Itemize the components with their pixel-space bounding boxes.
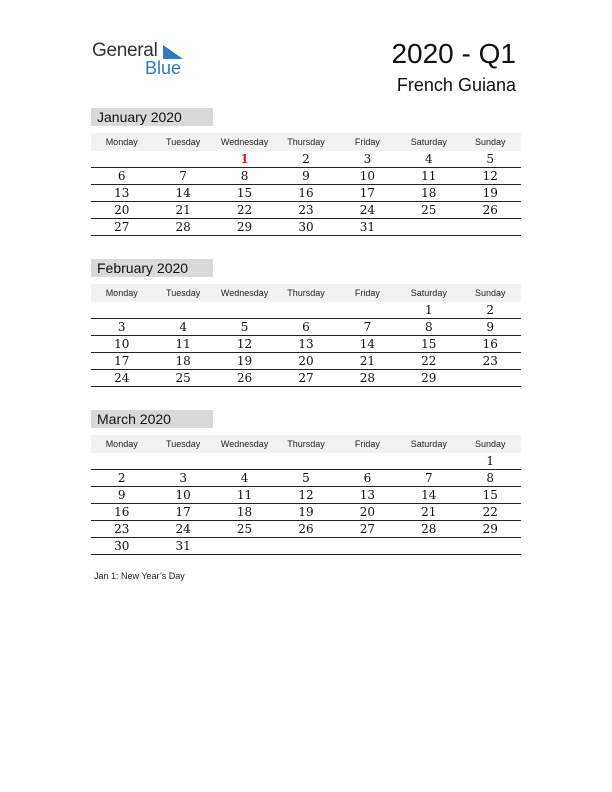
- day-cell: [91, 453, 152, 469]
- day-cell: 4: [425, 152, 433, 166]
- day-cell: 19: [236, 354, 253, 368]
- day-cell: [460, 538, 521, 554]
- day-cell: 5: [302, 471, 310, 485]
- week-row: [91, 538, 521, 555]
- day-cell: [91, 151, 152, 167]
- weekday-label: Friday: [354, 439, 380, 449]
- logo-flag-icon: [163, 45, 183, 59]
- day-cell: 30: [298, 220, 314, 234]
- country-name: French Guiana: [396, 75, 516, 95]
- logo-text-general: General: [92, 40, 158, 61]
- weekday-header: [91, 284, 521, 302]
- day-cell: 21: [175, 203, 191, 217]
- weekday-label: Thursday: [287, 439, 325, 449]
- day-cell: 6: [302, 320, 310, 334]
- day-cell: 16: [114, 505, 130, 519]
- day-cell: 25: [421, 203, 437, 217]
- day-cell: 19: [482, 186, 498, 200]
- weekday-label: Sunday: [474, 439, 506, 449]
- month-weeks: [91, 302, 521, 387]
- week-row: [91, 521, 521, 538]
- day-cell: 28: [175, 220, 191, 234]
- week-row: [91, 302, 521, 319]
- day-cell: 10: [359, 169, 376, 183]
- month-weeks: [91, 453, 521, 555]
- weekday-label: Friday: [354, 288, 380, 298]
- weekday-label: Wednesday: [220, 288, 269, 298]
- day-cell: 26: [482, 203, 498, 217]
- day-cell: 27: [298, 371, 314, 385]
- day-cell: 16: [298, 186, 314, 200]
- day-cell: 2: [117, 471, 126, 485]
- week-row: [91, 453, 521, 470]
- weekday-label: Friday: [354, 137, 380, 147]
- day-cell: [152, 453, 213, 469]
- day-cell: 17: [175, 505, 191, 519]
- day-cell: 18: [421, 186, 437, 200]
- generalblue-logo: [92, 40, 202, 80]
- day-cell: [398, 453, 459, 469]
- day-cell: 21: [421, 505, 437, 519]
- weekday-label: Monday: [105, 288, 138, 298]
- day-cell: 15: [236, 186, 253, 200]
- day-cell: 13: [298, 337, 314, 351]
- weekday-label: Sunday: [474, 288, 506, 298]
- day-cell: 20: [359, 505, 376, 519]
- day-cell: 5: [486, 152, 495, 166]
- day-cell: [398, 219, 459, 235]
- day-cell: 6: [363, 471, 372, 485]
- day-cell: 3: [179, 471, 187, 485]
- day-cell: [275, 453, 336, 469]
- weekday-label: Monday: [105, 137, 138, 147]
- month-february: [91, 259, 521, 387]
- weekday-label: Tuesday: [166, 288, 201, 298]
- day-cell: 26: [236, 371, 253, 385]
- weekday-label: Saturday: [410, 439, 447, 449]
- day-cell: 29: [421, 371, 437, 385]
- day-cell: 29: [236, 220, 253, 234]
- week-row: [91, 168, 521, 185]
- weekday-label: Sunday: [474, 137, 506, 147]
- day-cell: 4: [179, 320, 187, 334]
- day-cell: [337, 302, 398, 318]
- day-cell: 24: [359, 203, 376, 217]
- day-cell: 30: [114, 539, 130, 553]
- day-cell: [337, 453, 398, 469]
- day-cell: 31: [175, 539, 191, 553]
- day-cell: 9: [117, 488, 126, 502]
- day-cell: [275, 302, 336, 318]
- week-row: [91, 202, 521, 219]
- day-cell: 22: [421, 354, 437, 368]
- day-cell: [460, 219, 521, 235]
- day-cell: 24: [114, 371, 130, 385]
- holiday-note: Jan 1: New Year’s Day: [94, 571, 185, 581]
- day-cell: 22: [482, 505, 498, 519]
- week-row: [91, 370, 521, 387]
- week-row: [91, 470, 521, 487]
- weekday-label: Wednesday: [220, 137, 269, 147]
- day-cell: 14: [359, 337, 376, 351]
- day-cell: 23: [298, 203, 314, 217]
- day-cell: 2: [486, 303, 495, 317]
- day-cell: 17: [114, 354, 130, 368]
- week-row: [91, 219, 521, 236]
- day-cell: 3: [117, 320, 126, 334]
- day-cell: 19: [298, 505, 314, 519]
- day-cell: 6: [117, 169, 126, 183]
- day-cell: [398, 538, 459, 554]
- day-cell: 2: [302, 152, 310, 166]
- day-cell: 3: [363, 152, 372, 166]
- week-row: [91, 185, 521, 202]
- day-cell: 9: [302, 169, 310, 183]
- weekday-label: Saturday: [410, 288, 447, 298]
- day-cell: 31: [359, 220, 376, 234]
- day-cell: 25: [236, 522, 253, 536]
- day-cell: 8: [240, 169, 249, 183]
- week-row: [91, 151, 521, 168]
- weekday-label: Saturday: [410, 137, 447, 147]
- day-cell: 21: [359, 354, 376, 368]
- day-cell: 22: [236, 203, 253, 217]
- day-cell: 17: [359, 186, 376, 200]
- weekday-header: [91, 435, 521, 453]
- month-march: [91, 410, 521, 555]
- week-row: [91, 353, 521, 370]
- day-cell: 28: [359, 371, 376, 385]
- day-cell: [460, 370, 521, 386]
- month-weeks: [91, 151, 521, 236]
- day-cell: 8: [486, 471, 495, 485]
- day-cell: [152, 302, 213, 318]
- day-cell: [337, 538, 398, 554]
- day-cell: 15: [421, 337, 437, 351]
- day-cell: 7: [425, 471, 433, 485]
- day-cell: 1: [425, 303, 433, 317]
- week-row: [91, 336, 521, 353]
- day-cell: [214, 453, 275, 469]
- day-cell: 23: [482, 354, 498, 368]
- month-january: [91, 108, 521, 236]
- day-cell: 11: [175, 337, 191, 351]
- day-cell: [275, 538, 336, 554]
- day-cell: 10: [175, 488, 191, 502]
- weekday-label: Tuesday: [166, 439, 201, 449]
- day-cell: 7: [179, 169, 187, 183]
- weekday-label: Thursday: [287, 137, 325, 147]
- day-cell: [214, 302, 275, 318]
- day-cell: 24: [175, 522, 191, 536]
- day-cell: 4: [240, 471, 249, 485]
- day-cell: 29: [482, 522, 498, 536]
- day-cell: [152, 151, 213, 167]
- day-cell: 10: [114, 337, 130, 351]
- day-cell: 13: [114, 186, 130, 200]
- day-cell: 25: [175, 371, 191, 385]
- week-row: [91, 504, 521, 521]
- day-cell: 18: [236, 505, 253, 519]
- day-cell: 12: [298, 488, 314, 502]
- weekday-label: Tuesday: [166, 137, 201, 147]
- day-cell: 1: [486, 454, 495, 468]
- day-cell: 27: [114, 220, 130, 234]
- page-title: 2020 - Q1: [391, 38, 516, 69]
- day-cell: 26: [298, 522, 314, 536]
- day-cell: 27: [359, 522, 376, 536]
- day-cell: 12: [482, 169, 498, 183]
- weekday-label: Thursday: [287, 288, 325, 298]
- day-cell: 15: [482, 488, 498, 502]
- month-title: February 2020: [91, 259, 213, 277]
- day-cell: 14: [421, 488, 437, 502]
- day-cell: 18: [175, 354, 191, 368]
- month-title: March 2020: [91, 410, 213, 428]
- day-cell: 20: [114, 203, 130, 217]
- day-cell: 11: [236, 488, 253, 502]
- day-cell: 12: [236, 337, 253, 351]
- day-cell: 20: [298, 354, 314, 368]
- day-cell: 7: [363, 320, 372, 334]
- day-cell: [91, 302, 152, 318]
- day-cell: 23: [114, 522, 130, 536]
- day-cell: 16: [482, 337, 498, 351]
- week-row: [91, 319, 521, 336]
- day-cell: 1: [240, 152, 249, 166]
- day-cell: 13: [359, 488, 376, 502]
- day-cell: 11: [421, 169, 437, 183]
- day-cell: 8: [425, 320, 433, 334]
- day-cell: 5: [240, 320, 249, 334]
- weekday-header: [91, 133, 521, 151]
- logo-text-blue: Blue: [145, 58, 182, 78]
- day-cell: 28: [421, 522, 437, 536]
- month-title: January 2020: [91, 108, 213, 126]
- week-row: [91, 487, 521, 504]
- day-cell: 14: [175, 186, 191, 200]
- weekday-label: Monday: [105, 439, 138, 449]
- day-cell: [214, 538, 275, 554]
- weekday-label: Wednesday: [220, 439, 269, 449]
- day-cell: 9: [486, 320, 495, 334]
